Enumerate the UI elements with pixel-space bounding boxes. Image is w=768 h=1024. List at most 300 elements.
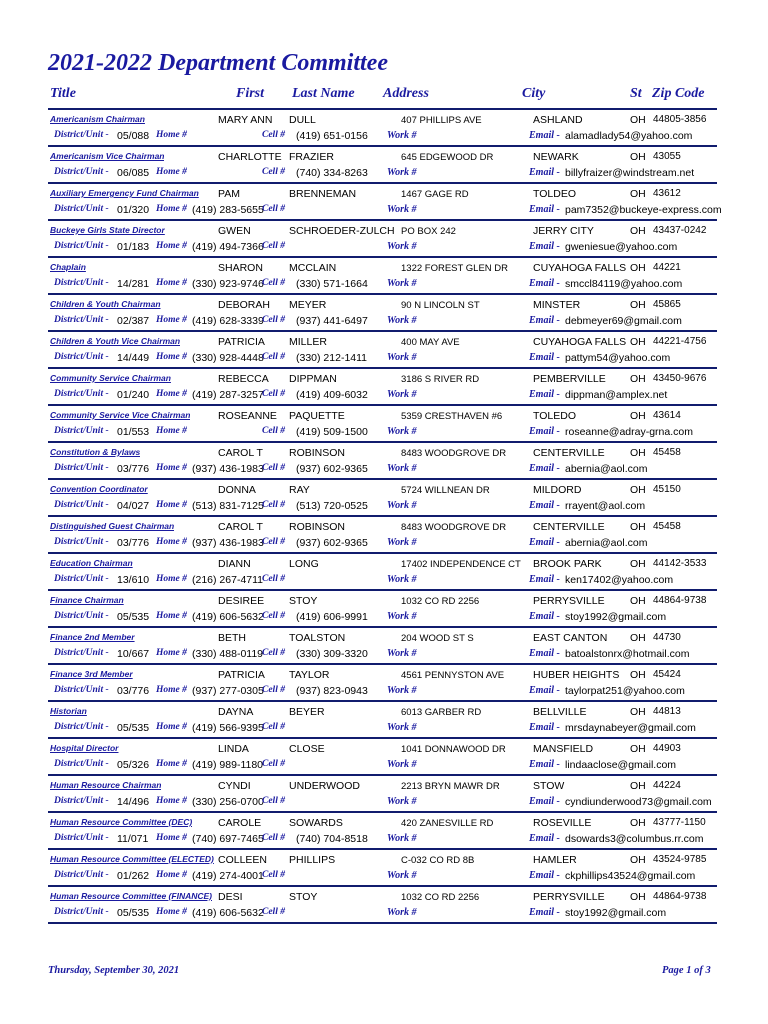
last-name: CLOSE [289,743,325,755]
district-unit-value: 05/535 [117,611,150,623]
entry-title: Education Chairman [50,558,133,568]
first-name: PATRICIA [218,669,265,681]
first-name: DESI [218,891,243,903]
address: 645 EDGEWOOD DR [401,152,494,163]
table-row [48,665,717,702]
cell-phone: (419) 409-6032 [296,389,368,401]
email-address[interactable]: pam7352@buckeye-express.com [565,204,722,216]
email-label: Email - [529,204,560,215]
column-header-address: Address [383,86,429,101]
cell-phone-label: Cell # [262,130,285,140]
address: 5724 WILLNEAN DR [401,485,490,496]
email-label: Email - [529,870,560,881]
address: PO BOX 242 [401,226,456,237]
work-phone-label: Work # [387,167,417,178]
city: HAMLER [533,854,577,866]
entry-title: Auxiliary Emergency Fund Chairman [50,188,199,198]
state: OH [630,669,646,681]
cell-phone: (937) 602-9365 [296,463,368,475]
first-name: COLLEEN [218,854,268,866]
zip-code: 44221-4756 [653,336,707,347]
district-unit-value: 01/320 [117,204,150,216]
address: 204 WOOD ST S [401,633,474,644]
entry-title: Hospital Director [50,743,119,753]
district-unit-value: 01/553 [117,426,150,438]
state: OH [630,336,646,348]
city: ROSEVILLE [533,817,592,829]
email-label: Email - [529,574,560,585]
last-name: TOALSTON [289,632,346,644]
table-row [48,110,717,147]
cell-phone-label: Cell # [262,574,285,584]
state: OH [630,114,646,126]
table-row [48,480,717,517]
work-phone-label: Work # [387,463,417,474]
work-phone-label: Work # [387,241,417,252]
cell-phone: (330) 212-1411 [296,352,368,364]
entry-title: Constitution & Bylaws [50,447,141,457]
home-phone-label: Home # [156,611,187,621]
zip-code: 45458 [653,521,681,532]
address: 90 N LINCOLN ST [401,300,480,311]
home-phone: (419) 628-3339 [192,315,264,327]
column-header-title: Title [50,86,76,101]
home-phone: (419) 606-5632 [192,907,264,919]
state: OH [630,891,646,903]
state: OH [630,521,646,533]
district-unit-value: 05/326 [117,759,150,771]
table-row [48,332,717,369]
district-unit-value: 05/535 [117,722,150,734]
cell-phone-label: Cell # [262,796,285,806]
home-phone: (419) 566-9395 [192,722,264,734]
first-name: DESIREE [218,595,265,607]
zip-code: 44730 [653,632,681,643]
home-phone-label: Home # [156,722,187,732]
table-row [48,813,717,850]
entry-title: Human Resource Chairman [50,780,162,790]
cell-phone-label: Cell # [262,278,285,288]
table-row [48,702,717,739]
city: BELLVILLE [533,706,587,718]
table-row [48,517,717,554]
cell-phone-label: Cell # [262,167,285,177]
entry-title: Buckeye Girls State Director [50,225,165,235]
cell-phone-label: Cell # [262,426,285,436]
zip-code: 44813 [653,706,681,717]
cell-phone: (740) 334-8263 [296,167,368,179]
email-label: Email - [529,759,560,770]
email-label: Email - [529,907,560,918]
district-unit-label: District/Unit - [54,648,109,658]
address: 1322 FOREST GLEN DR [401,263,509,274]
first-name: DEBORAH [218,299,270,311]
entry-title: Distinguished Guest Chairman [50,521,175,531]
address: 8483 WOODGROVE DR [401,448,507,459]
zip-code: 45424 [653,669,681,680]
city: JERRY CITY [533,225,594,237]
work-phone-label: Work # [387,685,417,696]
column-header-city: City [522,86,546,101]
zip-code: 44903 [653,743,681,754]
city: PERRYSVILLE [533,891,605,903]
city: PEMBERVILLE [533,373,606,385]
zip-code: 43437-0242 [653,225,707,236]
last-name: BEYER [289,706,325,718]
entry-title: Historian [50,706,87,716]
state: OH [630,262,646,274]
city: MILDORD [533,484,582,496]
cell-phone-label: Cell # [262,389,285,399]
email-address[interactable]: lindaaclose@gmail.com [565,759,677,771]
zip-code: 43524-9785 [653,854,707,865]
state: OH [630,484,646,496]
zip-code: 45458 [653,447,681,458]
home-phone-label: Home # [156,685,187,695]
home-phone: (419) 283-5655 [192,204,264,216]
state: OH [630,780,646,792]
work-phone-label: Work # [387,500,417,511]
cell-phone: (937) 602-9365 [296,537,368,549]
district-unit-value: 01/183 [117,241,150,253]
district-unit-label: District/Unit - [54,722,109,732]
cell-phone-label: Cell # [262,722,285,732]
email-address[interactable]: dippman@amplex.net [565,389,668,401]
work-phone-label: Work # [387,315,417,326]
home-phone-label: Home # [156,870,187,880]
district-unit-value: 14/496 [117,796,150,808]
work-phone-label: Work # [387,352,417,363]
district-unit-label: District/Unit - [54,537,109,547]
address: 407 PHILLIPS AVE [401,115,482,126]
address: 8483 WOODGROVE DR [401,522,507,533]
work-phone-label: Work # [387,204,417,215]
district-unit-value: 03/776 [117,537,150,549]
state: OH [630,447,646,459]
email-address[interactable]: cyndiunderwood73@gmail.com [565,796,712,808]
home-phone-label: Home # [156,278,187,288]
entry-title: Human Resource Committee (DEC) [50,817,193,827]
email-address[interactable]: ckphillips43524@gmail.com [565,870,696,882]
email-label: Email - [529,352,560,363]
cell-phone: (513) 720-0525 [296,500,368,512]
district-unit-label: District/Unit - [54,870,109,880]
home-phone-label: Home # [156,907,187,917]
district-unit-label: District/Unit - [54,759,109,769]
city: TOLDEO [533,188,576,200]
city: CUYAHOGA FALLS [533,262,627,274]
state: OH [630,817,646,829]
city: NEWARK [533,151,579,163]
email-label: Email - [529,833,560,844]
district-unit-value: 03/776 [117,463,150,475]
address: 2213 BRYN MAWR DR [401,781,500,792]
home-phone: (419) 274-4001 [192,870,264,882]
address: 400 MAY AVE [401,337,460,348]
work-phone-label: Work # [387,907,417,918]
first-name: CAROL T [218,521,263,533]
home-phone-label: Home # [156,796,187,806]
home-phone-label: Home # [156,389,187,399]
address: 1041 DONNAWOOD DR [401,744,506,755]
table-row [48,776,717,813]
email-address[interactable]: mrsdaynabeyer@gmail.com [565,722,696,734]
city: HUBER HEIGHTS [533,669,620,681]
table-row [48,591,717,628]
first-name: DONNA [218,484,256,496]
city: BROOK PARK [533,558,602,570]
work-phone-label: Work # [387,278,417,289]
home-phone: (740) 697-7465 [192,833,264,845]
column-header-zip-code: Zip Code [652,86,705,101]
zip-code: 44864-9738 [653,891,707,902]
zip-code: 44221 [653,262,681,273]
district-unit-label: District/Unit - [54,833,109,843]
email-address[interactable]: ken17402@yahoo.com [565,574,674,586]
footer-date: Thursday, September 30, 2021 [48,965,180,976]
email-address[interactable]: abernia@aol.com [565,463,648,475]
district-unit-value: 05/088 [117,130,150,142]
first-name: LINDA [218,743,249,755]
cell-phone-label: Cell # [262,537,285,547]
first-name: CAROL T [218,447,263,459]
entry-title: Finance Chairman [50,595,124,605]
email-address[interactable]: billyfraizer@windstream.net [565,167,695,179]
cell-phone-label: Cell # [262,500,285,510]
state: OH [630,373,646,385]
state: OH [630,151,646,163]
state: OH [630,706,646,718]
address: 5359 CRESTHAVEN #6 [401,411,503,422]
first-name: GWEN [218,225,251,237]
email-label: Email - [529,685,560,696]
table-row [48,221,717,258]
email-address[interactable]: batoalstonrx@hotmail.com [565,648,690,660]
email-label: Email - [529,722,560,733]
city: PERRYSVILLE [533,595,605,607]
work-phone-label: Work # [387,574,417,585]
first-name: MARY ANN [218,114,273,126]
district-unit-label: District/Unit - [54,574,109,584]
email-address[interactable]: roseanne@adray-grna.com [565,426,693,438]
last-name: BRENNEMAN [289,188,357,200]
email-address[interactable]: stoy1992@gmail.com [565,611,667,623]
email-address[interactable]: alamadlady54@yahoo.com [565,130,693,142]
table-row [48,850,717,887]
home-phone: (419) 606-5632 [192,611,264,623]
last-name: LONG [289,558,319,570]
email-label: Email - [529,130,560,141]
zip-code: 43777-1150 [653,817,706,828]
cell-phone: (419) 651-0156 [296,130,368,142]
first-name: DAYNA [218,706,254,718]
last-name: SCHROEDER-ZULCH [289,225,395,237]
email-label: Email - [529,167,560,178]
email-label: Email - [529,241,560,252]
district-unit-label: District/Unit - [54,130,109,140]
district-unit-value: 05/535 [117,907,150,919]
cell-phone-label: Cell # [262,907,285,917]
column-header-first: First [236,86,265,101]
city: MANSFIELD [533,743,594,755]
first-name: ROSEANNE [218,410,277,422]
email-label: Email - [529,389,560,400]
last-name: STOY [289,595,318,607]
district-unit-value: 04/027 [117,500,150,512]
state: OH [630,854,646,866]
email-address[interactable]: dsowards3@columbus.rr.com [565,833,704,845]
address: 6013 GARBER RD [401,707,482,718]
city: STOW [533,780,565,792]
cell-phone: (419) 509-1500 [296,426,368,438]
first-name: CHARLOTTE [218,151,282,163]
entry-title: Community Service Chairman [50,373,171,383]
email-label: Email - [529,463,560,474]
home-phone: (216) 267-4711 [192,574,264,586]
column-header-st: St [630,86,642,101]
cell-phone: (937) 823-0943 [296,685,368,697]
home-phone: (330) 256-0700 [192,796,264,808]
home-phone-label: Home # [156,833,187,843]
cell-phone-label: Cell # [262,648,285,658]
city: CUYAHOGA FALLS [533,336,627,348]
home-phone: (419) 287-3257 [192,389,264,401]
email-label: Email - [529,796,560,807]
last-name: PAQUETTE [289,410,345,422]
email-address[interactable]: pattym54@yahoo.com [565,352,671,364]
last-name: DULL [289,114,316,126]
home-phone-label: Home # [156,463,187,473]
address: 4561 PENNYSTON AVE [401,670,505,681]
zip-code: 43055 [653,151,681,162]
zip-code: 45150 [653,484,681,495]
work-phone-label: Work # [387,870,417,881]
footer-page-number: Page 1 of 3 [662,965,711,976]
last-name: UNDERWOOD [289,780,360,792]
table-row [48,369,717,406]
last-name: PHILLIPS [289,854,336,866]
address: 17402 INDEPENDENCE CT [401,559,521,570]
entry-title: Human Resource Committee (FINANCE) [50,891,212,901]
table-row [48,147,717,184]
district-unit-value: 14/281 [117,278,150,290]
home-phone: (330) 928-4448 [192,352,264,364]
home-phone-label: Home # [156,130,187,140]
home-phone-label: Home # [156,167,187,177]
email-address[interactable]: debmeyer69@gmail.com [565,315,682,327]
entry-title: Americanism Chairman [50,114,145,124]
cell-phone-label: Cell # [262,759,285,769]
city: TOLEDO [533,410,576,422]
home-phone-label: Home # [156,759,187,769]
zip-code: 44805-3856 [653,114,707,125]
state: OH [630,632,646,644]
zip-code: 43450-9676 [653,373,707,384]
first-name: REBECCA [218,373,269,385]
home-phone: (937) 436-1983 [192,537,264,549]
cell-phone: (419) 606-9991 [296,611,368,623]
email-label: Email - [529,500,560,511]
first-name: PATRICIA [218,336,265,348]
address: 1467 GAGE RD [401,189,469,200]
last-name: RAY [289,484,310,496]
last-name: ROBINSON [289,521,346,533]
entry-title: Americanism Vice Chairman [50,151,165,161]
state: OH [630,558,646,570]
email-address[interactable]: rrayent@aol.com [565,500,646,512]
home-phone-label: Home # [156,574,187,584]
cell-phone: (330) 309-3320 [296,648,368,660]
zip-code: 43612 [653,188,681,199]
district-unit-value: 01/262 [117,870,150,882]
column-header-last-name: Last Name [292,86,355,101]
state: OH [630,410,646,422]
entry-title: Convention Coordinator [50,484,148,494]
cell-phone-label: Cell # [262,611,285,621]
district-unit-value: 13/610 [117,574,150,586]
zip-code: 43614 [653,410,681,421]
email-label: Email - [529,537,560,548]
email-address[interactable]: taylorpat251@yahoo.com [565,685,685,697]
address: C-032 CO RD 8B [401,855,475,866]
first-name: PAM [218,188,240,200]
entry-title: Children & Youth Vice Chairman [50,336,181,346]
entry-title: Children & Youth Chairman [50,299,161,309]
zip-code: 45865 [653,299,681,310]
cell-phone-label: Cell # [262,870,285,880]
district-unit-label: District/Unit - [54,611,109,621]
state: OH [630,595,646,607]
district-unit-label: District/Unit - [54,352,109,362]
email-address[interactable]: smccl84119@yahoo.com [565,278,683,290]
email-address[interactable]: abernia@aol.com [565,537,648,549]
first-name: CAROLE [218,817,262,829]
table-row [48,443,717,480]
email-address[interactable]: gweniesue@yahoo.com [565,241,678,253]
district-unit-label: District/Unit - [54,796,109,806]
last-name: DIPPMAN [289,373,337,385]
district-unit-label: District/Unit - [54,278,109,288]
last-name: STOY [289,891,318,903]
home-phone-label: Home # [156,648,187,658]
cell-phone: (330) 571-1664 [296,278,368,290]
cell-phone-label: Cell # [262,315,285,325]
home-phone: (419) 494-7366 [192,241,264,253]
first-name: DIANN [218,558,251,570]
home-phone-label: Home # [156,537,187,547]
work-phone-label: Work # [387,537,417,548]
entry-title: Chaplain [50,262,86,272]
email-label: Email - [529,278,560,289]
home-phone-label: Home # [156,352,187,362]
district-unit-label: District/Unit - [54,463,109,473]
cell-phone-label: Cell # [262,352,285,362]
table-row [48,887,717,924]
email-address[interactable]: stoy1992@gmail.com [565,907,667,919]
district-unit-value: 03/776 [117,685,150,697]
home-phone-label: Home # [156,241,187,251]
home-phone: (937) 277-0305 [192,685,264,697]
home-phone-label: Home # [156,315,187,325]
city: CENTERVILLE [533,447,605,459]
cell-phone-label: Cell # [262,833,285,843]
work-phone-label: Work # [387,426,417,437]
work-phone-label: Work # [387,722,417,733]
address: 1032 CO RD 2256 [401,892,480,903]
district-unit-value: 10/667 [117,648,150,660]
city: CENTERVILLE [533,521,605,533]
email-label: Email - [529,648,560,659]
